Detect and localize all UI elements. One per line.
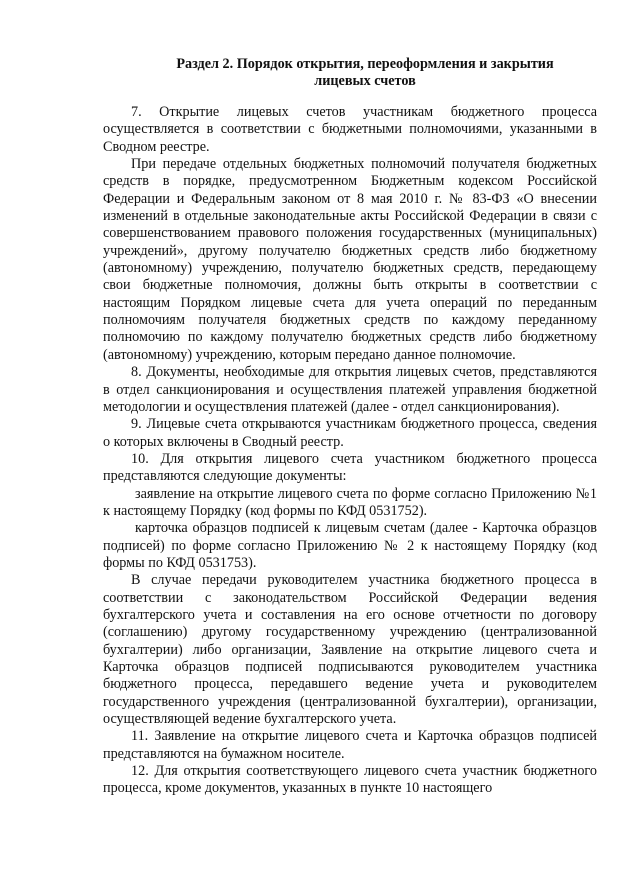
paragraph-7: 7. Открытие лицевых счетов участникам бюджетного процесса осуществляется в соответствии с бюджетными полномочиями, указанными в Сводном реестре. (103, 104, 597, 155)
paragraph-11: 11. Заявление на открытие лицевого счета и Карточка образцов подписей представляются на бумажном носителе. (103, 728, 597, 762)
paragraph-accounting-transfer: В случае передачи руководителем участника бюджетного процесса в соответствии с законодательством Российской Федерации ведения бухгалтерского учета и составления на его основе отчетности по договору (соглашению) другому государственному учреждению (централизованной бухгалтерии) либо организации, Заявление на открытие лицевого счета и Карточка образцов подписей подписываются руководителем участника бюджетного процесса, передавшего ведение учета и руководителем государственного учреждения (централизованной бухгалтерии), организации, осуществляющей ведение бухгалтерского учета. (103, 572, 597, 728)
document-body (103, 104, 597, 798)
paragraph-8: 8. Документы, необходимые для открытия лицевых счетов, представляются в отдел санкционирования и осуществления платежей управления бюджетной методологии и осуществления платежей (далее - отдел санкционирования). (103, 364, 597, 415)
paragraph-signature-card: карточка образцов подписей к лицевым счетам (далее - Карточка образцов подписей) по форме согласно Приложению № 2 к настоящему Порядку (код формы по КФД 0531753). (103, 520, 597, 571)
paragraph-application-form: заявление на открытие лицевого счета по форме согласно Приложению №1 к настоящему Порядку (код формы по КФД 0531752). (103, 485, 597, 519)
paragraph-9: 9. Лицевые счета открываются участникам бюджетного процесса, сведения о которых включены в Сводный реестр. (103, 416, 597, 450)
paragraph-12: 12. Для открытия соответствующего лицевого счета участник бюджетного процесса, кроме документов, указанных в пункте 10 настоящего (103, 763, 597, 797)
paragraph-10: 10. Для открытия лицевого счета участником бюджетного процесса представляются следующие документы: (103, 450, 597, 485)
section-title: Раздел 2. Порядок открытия, переоформления и закрытия лицевых счетов (176, 56, 554, 89)
paragraph-delegation: При передаче отдельных бюджетных полномочий получателя бюджетных средств в порядке, предусмотренном Бюджетным кодексом Российской Федерации и Федеральным законом от 8 мая 2010 г. № 83-ФЗ «О внесении изменений в отдельные законодательные акты Российской Федерации в связи с совершенствованием правового положения государственных (муниципальных) учреждений», другому получателю бюджетных средств либо бюджетному (автономному) учреждению, получателю бюджетных средств, передающему свои бюджетные полномочия, должны быть открыты в соответствии с настоящим Порядком лицевые счета для учета операций по переданным полномочиям получателя бюджетных средств по каждому переданному полномочию по каждому получателю бюджетных средств либо бюджетному (автономному) учреждению, которым передано данное полномочие. (103, 156, 597, 363)
